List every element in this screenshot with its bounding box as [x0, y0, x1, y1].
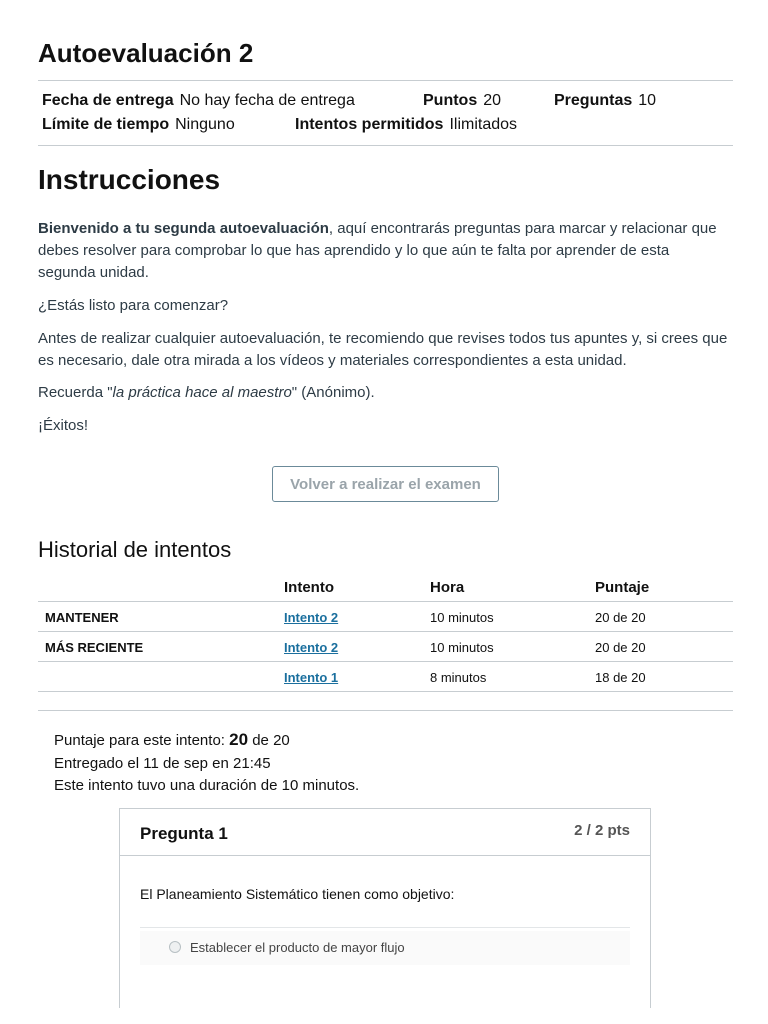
attempt-score: 20 de 20 [595, 640, 646, 655]
instructions-paragraph-5: ¡Éxitos! [38, 417, 89, 434]
points [423, 92, 501, 110]
score-suffix: de 20 [248, 732, 290, 749]
attempt-duration: Este intento tuvo una duración de 10 minutos. [54, 777, 360, 794]
time-limit [42, 116, 235, 134]
instructions-paragraph-1 [38, 218, 728, 284]
attempt-time: 10 minutos [430, 610, 494, 625]
divider [140, 927, 630, 928]
allowed-attempts [295, 116, 517, 134]
questions-value: 10 [638, 92, 657, 109]
quiz-meta-row-1 [42, 92, 732, 112]
due-date [42, 92, 355, 110]
questions-label: Preguntas [554, 92, 633, 109]
instructions-paragraph-4 [38, 382, 728, 404]
instructions-paragraph-3: Antes de realizar cualquier autoevaluación, te recomiendo que revises todos tus apuntes y, si crees que es necesario, dale otra mirada a los vídeos y materiales correspondientes a esta unidad. [38, 330, 728, 369]
quote-prefix: Recuerda " [38, 384, 113, 401]
due-date-value: No hay fecha de entrega [179, 92, 355, 109]
table-row [38, 602, 733, 632]
attempt-score: 20 de 20 [595, 610, 646, 625]
divider [38, 710, 733, 711]
column-header-time: Hora [430, 579, 465, 596]
questions [554, 92, 656, 110]
allowed-attempts-label: Intentos permitidos [295, 116, 444, 133]
column-header-attempt: Intento [284, 579, 334, 596]
due-date-label: Fecha de entrega [42, 92, 174, 109]
attempt-score: 18 de 20 [595, 670, 646, 685]
score-prefix: Puntaje para este intento: [54, 732, 230, 749]
table-header-row [38, 572, 733, 602]
instructions-title: Instrucciones [38, 164, 221, 195]
page-title: Autoevaluación 2 [38, 38, 254, 68]
quote-text: la práctica hace al maestro [112, 384, 292, 401]
table-row [38, 662, 733, 692]
attempt-link[interactable]: Intento 1 [284, 670, 339, 685]
answer-option[interactable] [140, 931, 630, 965]
attempt-history-table [38, 572, 733, 692]
attempt-score-summary [54, 730, 290, 750]
score-value: 20 [229, 730, 249, 749]
retake-quiz-button[interactable]: Volver a realizar el examen [272, 466, 499, 502]
question-header [120, 809, 650, 856]
attempt-tag: MANTENER [45, 610, 119, 625]
allowed-attempts-value: Ilimitados [449, 116, 518, 133]
question-name: Pregunta 1 [140, 824, 228, 843]
attempt-tag: MÁS RECIENTE [45, 640, 144, 655]
question-points: 2 / 2 pts [574, 822, 630, 839]
welcome-bold-text: Bienvenido a tu segunda autoevaluación [38, 220, 329, 237]
points-label: Puntos [423, 92, 478, 109]
instructions-paragraph-2: ¿Estás listo para comenzar? [38, 297, 229, 314]
divider [38, 80, 733, 81]
time-limit-label: Límite de tiempo [42, 116, 170, 133]
submitted-date: Entregado el 11 de sep en 21:45 [54, 755, 271, 772]
attempt-link[interactable]: Intento 2 [284, 610, 339, 625]
time-limit-value: Ninguno [175, 116, 235, 133]
quiz-meta-row-2 [42, 116, 732, 136]
points-value: 20 [483, 92, 502, 109]
divider [38, 145, 733, 146]
answer-option-label: Establecer el producto de mayor flujo [190, 940, 405, 955]
column-header-score: Puntaje [595, 579, 650, 596]
table-row [38, 632, 733, 662]
welcome-text: , aquí encontrarás preguntas para marcar y relacionar que debes resolver para comprobar lo que has aprendido y lo que aún te falta por aprender de esta segunda unidad. [38, 220, 717, 281]
question-card [119, 808, 651, 1008]
quote-suffix: " (Anónimo). [291, 384, 375, 401]
attempt-time: 10 minutos [430, 640, 494, 655]
radio-icon[interactable] [169, 941, 181, 953]
question-text: El Planeamiento Sistemático tienen como objetivo: [140, 886, 455, 902]
attempt-link[interactable]: Intento 2 [284, 640, 339, 655]
attempt-history-title: Historial de intentos [38, 537, 232, 562]
attempt-time: 8 minutos [430, 670, 487, 685]
